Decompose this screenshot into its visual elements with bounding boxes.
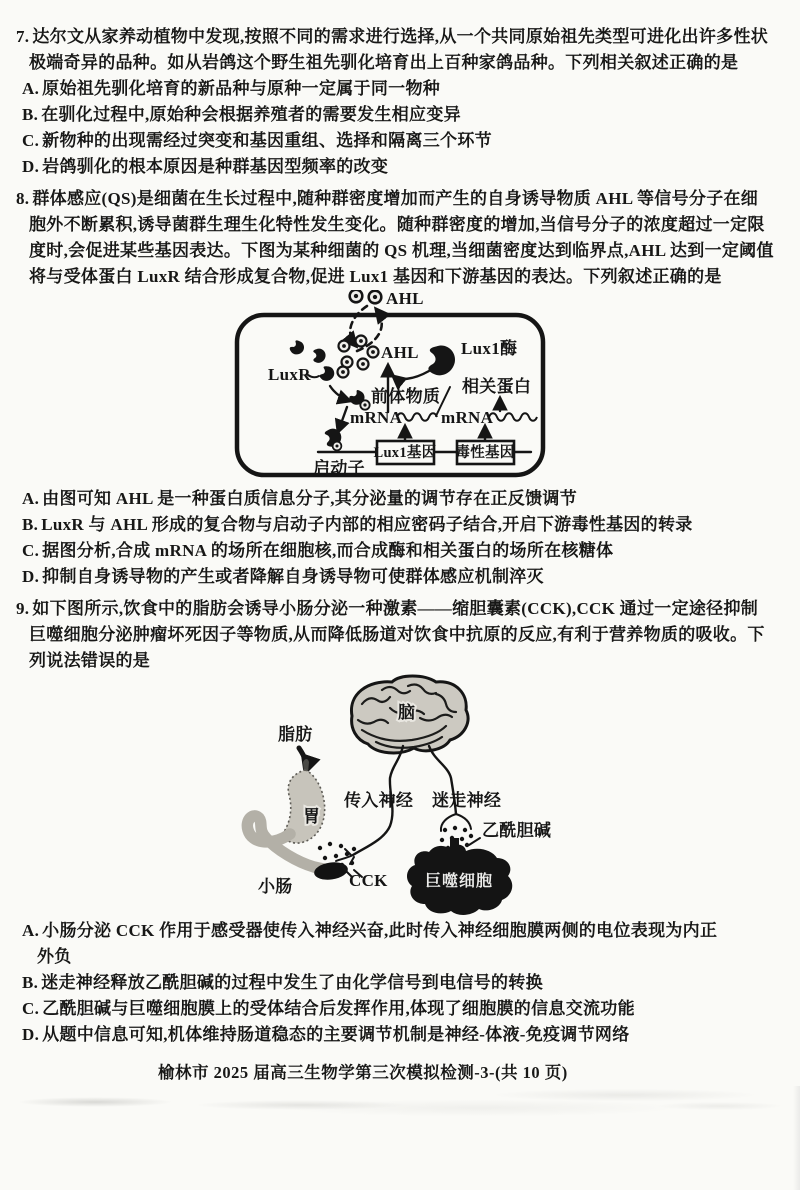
question-8-option-b (22, 512, 727, 538)
question-9-option-d (22, 1022, 727, 1048)
question-9-stem (16, 596, 774, 674)
option-text: 从题中信息可知,机体维持肠道稳态的主要调节机制是神经-体液-免疫调节网络 (42, 1025, 630, 1044)
stomach-label: 胃 (303, 807, 321, 826)
question-9-option-b (22, 970, 727, 996)
toxic-gene-label: 毒性基因 (455, 445, 515, 461)
option-label: A. (22, 489, 40, 508)
lux1-enzyme-shape (425, 343, 458, 377)
ahl-inside-label: AHL (381, 343, 419, 362)
question-8-stem (16, 186, 774, 290)
vagus-nerve-label: 迷走神经 (432, 791, 502, 810)
option-text: 迷走神经释放乙酰胆碱的过程中发生了由化学信号到电信号的转换 (41, 973, 543, 992)
option-label: B. (22, 973, 39, 992)
question-9 (16, 596, 774, 1048)
option-label: D. (22, 157, 40, 176)
complex-to-promoter-arrow (338, 407, 347, 432)
enzyme-catalysis-arrow (393, 371, 429, 379)
option-text: LuxR 与 AHL 形成的复合物与启动子内部的相应密码子结合,开启下游毒性基因的转录 (41, 515, 693, 534)
question-8-option-c (22, 538, 727, 564)
precursor-label: 前体物质 (371, 387, 441, 406)
question-9-number: 9. (16, 599, 30, 618)
afferent-nerve-label: 传入神经 (344, 791, 414, 810)
question-9-option-a (22, 918, 727, 970)
cck-regulation-diagram (0, 674, 800, 918)
luxr-ahl-complex (347, 388, 369, 410)
option-text: 抑制自身诱导物的产生或者降解自身诱导物可使群体感应机制淬灭 (42, 567, 544, 586)
macrophage (407, 838, 512, 915)
cck-label: CCK (349, 871, 388, 890)
ahl-outside-label: AHL (386, 290, 424, 308)
related-protein-label: 相关蛋白 (462, 377, 532, 396)
question-8-option-a (22, 486, 727, 512)
scan-noise (0, 1086, 800, 1120)
option-label: B. (22, 515, 39, 534)
promoter-label: 启动子 (313, 459, 365, 478)
mrna-right-label: mRNA (441, 408, 494, 427)
option-label: D. (22, 1025, 40, 1044)
brain (351, 676, 468, 753)
question-8-option-d (22, 564, 727, 590)
question-8-stem-text: 群体感应(QS)是细菌在生长过程中,随种群密度增加而产生的自身诱导物质 AHL 等信号分子在细胞外不断累积,诱导菌群生理生化特性发生变化。随种群密度的增加,当信号分子的浓度超过一定限度时,会促进某些基因表达。下图为某种细菌的 QS 机理,当细菌密度达到临界点,AHL 达到一定阈值将与受体蛋白 LuxR 结合形成复合物,促进 Lux1 基因和下游基因的表达。下列叙述正确的是 (29, 189, 774, 286)
promoter-complex (322, 426, 345, 451)
mrna-left-wave (397, 413, 437, 421)
lux1-gene-label: Lux1基因 (373, 445, 437, 461)
question-7-option-b (22, 102, 727, 128)
option-text: 岩鸽驯化的根本原因是种群基因型频率的改变 (42, 157, 389, 176)
option-label: A. (22, 921, 40, 940)
option-text: 在驯化过程中,原始种会根据养殖者的需要发生相应变异 (41, 105, 461, 124)
macrophage-label: 巨噬细胞 (424, 873, 494, 890)
qs-mechanism-diagram (0, 290, 800, 486)
fat-label: 脂肪 (278, 725, 313, 744)
luxr-pointer (308, 375, 319, 377)
question-9-option-c (22, 996, 727, 1022)
option-label: B. (22, 105, 39, 124)
question-7-option-c (22, 128, 727, 154)
question-7-option-d (22, 154, 727, 180)
option-text: 新物种的出现需经过突变和基因重组、选择和隔离三个环节 (42, 131, 492, 150)
option-label: C. (22, 999, 40, 1018)
option-label: A. (22, 79, 40, 98)
option-text: 乙酰胆碱与巨噬细胞膜上的受体结合后发挥作用,体现了细胞膜的信息交流功能 (42, 999, 635, 1018)
question-7-number: 7. (16, 27, 30, 46)
question-7-option-a (22, 76, 727, 102)
question-8 (16, 186, 774, 590)
scan-edge-shadow (793, 1086, 800, 1190)
question-8-number: 8. (16, 189, 30, 208)
option-text: 据图分析,合成 mRNA 的场所在细胞核,而合成酶和相关蛋白的场所在核糖体 (42, 541, 614, 560)
question-9-stem-text: 如下图所示,饮食中的脂肪会诱导小肠分泌一种激素——缩胆囊素(CCK),CCK 通过一定途径抑制巨噬细胞分泌肿瘤坏死因子等物质,从而降低肠道对饮食中抗原的反应,有利于营养物质的吸收。下列说法错误的是 (29, 599, 765, 670)
afferent-nerve-endings (336, 849, 354, 864)
lux1-enzyme-label: Lux1酶 (461, 339, 518, 358)
option-text: 由图可知 AHL 是一种蛋白质信息分子,其分泌量的调节存在正反馈调节 (42, 489, 577, 508)
option-text: 小肠分泌 CCK 作用于感受器使传入神经兴奋,此时传入神经细胞膜两侧的电位表现为内正外负 (37, 921, 718, 966)
mrna-right-wave (489, 413, 537, 421)
question-7-stem (16, 24, 774, 76)
question-7-stem-text: 达尔文从家养动植物中发现,按照不同的需求进行选择,从一个共同原始祖先类型可进化出许多性状极端奇异的品种。如从岩鸽这个野生祖先驯化培育出上百种家鸽品种。下列相关叙述正确的是 (29, 27, 769, 72)
ahl-molecules-outside (350, 290, 382, 303)
luxr-label: LuxR (268, 365, 311, 384)
acetylcholine-pointer (469, 838, 480, 845)
option-label: C. (22, 131, 40, 150)
option-text: 原始祖先驯化培育的新品种与原种一定属于同一物种 (42, 79, 441, 98)
brain-label: 脑 (398, 703, 416, 722)
option-label: D. (22, 567, 40, 586)
complex-formation-arrow (330, 386, 350, 401)
small-intestine-label: 小肠 (258, 877, 293, 896)
mrna-left-label: mRNA (350, 408, 403, 427)
acetylcholine-label: 乙酰胆碱 (482, 821, 552, 840)
question-7 (16, 24, 774, 180)
option-label: C. (22, 541, 40, 560)
page-footer: 榆林市 2025 届高三生物学第三次模拟检测-3-(共 10 页) (158, 1063, 568, 1082)
ahl-molecules-inside (339, 336, 379, 370)
